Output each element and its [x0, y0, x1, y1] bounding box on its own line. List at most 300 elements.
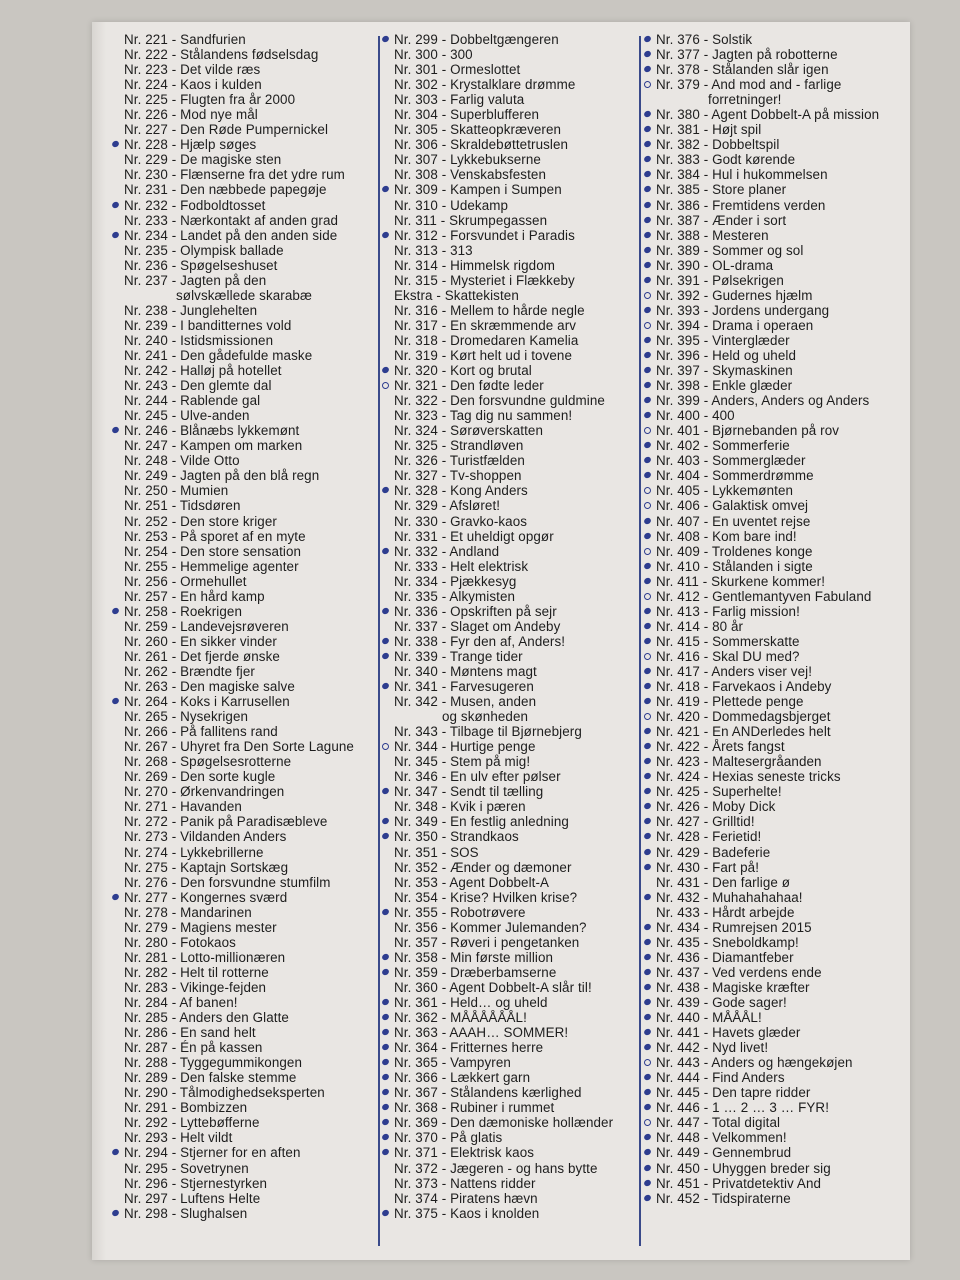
list-item — [642, 920, 906, 935]
issue-title: Nr. 417 - Anders viser vej! — [656, 663, 813, 679]
list-item — [642, 860, 906, 875]
pen-checkmark-icon — [381, 968, 390, 977]
list-item — [642, 649, 906, 664]
issue-title: Nr. 287 - Én på kassen — [124, 1040, 263, 1056]
list-item — [642, 814, 906, 829]
list-item — [380, 514, 640, 529]
issue-title: Nr. 366 - Lækkert garn — [394, 1070, 531, 1086]
pen-checkmark-icon — [643, 516, 652, 525]
issue-title: Nr. 374 - Piratens hævn — [394, 1190, 538, 1206]
issue-title: Nr. 279 - Magiens mester — [124, 919, 277, 935]
issue-title: Nr. 257 - En hård kamp — [124, 588, 265, 604]
issue-title: Nr. 352 - Ænder og dæmoner — [394, 859, 572, 875]
pen-checkmark-icon — [643, 396, 652, 405]
list-item — [110, 1085, 372, 1100]
pen-checkmark-icon — [643, 1178, 652, 1187]
list-item — [642, 1191, 906, 1206]
issue-title: Nr. 378 - Stålanden slår igen — [656, 62, 829, 78]
list-item — [380, 739, 640, 754]
issue-title: Nr. 377 - Jagten på robotterne — [656, 47, 838, 63]
issue-title: Nr. 413 - Farlig mission! — [656, 603, 800, 619]
issue-title: Nr. 236 - Spøgelseshuset — [124, 257, 278, 273]
list-item — [642, 1055, 906, 1070]
issue-title: Nr. 242 - Halløj på hotellet — [124, 363, 282, 379]
list-item — [110, 182, 372, 197]
list-item — [110, 739, 372, 754]
pen-checkmark-icon — [381, 1073, 390, 1082]
list-item — [110, 258, 372, 273]
list-item — [110, 1130, 372, 1145]
list-item — [642, 514, 906, 529]
issue-title: Nr. 364 - Fritternes herre — [394, 1040, 544, 1056]
issue-title: Nr. 438 - Magiske kræfter — [656, 979, 810, 995]
list-item — [380, 1070, 640, 1085]
list-item — [380, 829, 640, 844]
list-item — [642, 393, 906, 408]
issue-title: Nr. 304 - Superblufferen — [394, 107, 540, 123]
issue-title: Nr. 239 - I banditternes vold — [124, 317, 292, 333]
issue-title: Nr. 365 - Vampyren — [394, 1055, 511, 1071]
list-item — [110, 1010, 372, 1025]
pen-checkmark-icon — [381, 953, 390, 962]
issue-title: Nr. 251 - Tidsdøren — [124, 498, 241, 514]
issue-title: Nr. 447 - Total digital — [656, 1115, 781, 1131]
list-item — [110, 995, 372, 1010]
list-item — [110, 589, 372, 604]
list-item — [110, 514, 372, 529]
list-item — [380, 137, 640, 152]
list-item — [642, 950, 906, 965]
issue-title: Nr. 268 - Spøgelsesrotterne — [124, 754, 292, 770]
pen-checkmark-icon — [643, 321, 653, 331]
issue-title: Nr. 400 - 400 — [656, 408, 735, 424]
list-item — [380, 634, 640, 649]
pen-checkmark-icon — [643, 305, 652, 314]
issue-title: Nr. 398 - Enkle glæder — [656, 378, 793, 394]
list-item — [110, 1025, 372, 1040]
pen-checkmark-icon — [381, 546, 390, 555]
issue-title: Nr. 346 - En ulv efter pølser — [394, 769, 561, 785]
list-item — [110, 198, 372, 213]
list-item — [642, 438, 906, 453]
issue-title: Nr. 375 - Kaos i knolden — [394, 1205, 540, 1221]
pen-checkmark-icon — [643, 576, 652, 585]
issue-title: Nr. 303 - Farlig valuta — [394, 92, 525, 108]
issue-title: Nr. 369 - Den dæmoniske hollænder — [394, 1115, 614, 1131]
list-item — [642, 544, 906, 559]
list-item — [642, 799, 906, 814]
issue-title: Nr. 270 - Ørkenvandringen — [124, 784, 285, 800]
list-item — [380, 814, 640, 829]
issue-title: Nr. 451 - Privatdetektiv And — [656, 1175, 822, 1191]
pen-checkmark-icon — [111, 426, 120, 435]
issue-title: Nr. 381 - Højt spil — [656, 122, 762, 138]
issue-title: Nr. 300 - 300 — [394, 47, 473, 63]
issue-title: Nr. 247 - Kampen om marken — [124, 438, 303, 454]
issue-title: Nr. 310 - Udekamp — [394, 197, 509, 213]
pen-checkmark-icon — [381, 1088, 390, 1097]
list-item — [110, 243, 372, 258]
list-item — [380, 1176, 640, 1191]
list-item — [380, 32, 640, 47]
list-item — [642, 769, 906, 784]
list-item — [380, 213, 640, 228]
list-item — [642, 122, 906, 137]
issue-title: Nr. 350 - Strandkaos — [394, 829, 519, 845]
issue-title: Nr. 295 - Sovetrynen — [124, 1160, 249, 1176]
issue-title: Nr. 358 - Min første million — [394, 949, 554, 965]
issue-title: Nr. 391 - Pølsekrigen — [656, 272, 784, 288]
pen-checkmark-icon — [381, 381, 391, 391]
list-item — [642, 348, 906, 363]
list-item — [642, 167, 906, 182]
list-item — [642, 213, 906, 228]
column-divider — [639, 36, 641, 1246]
pen-checkmark-icon — [643, 712, 653, 722]
pen-checkmark-icon — [643, 486, 653, 496]
list-item — [642, 679, 906, 694]
issue-title: Nr. 264 - Koks i Karrusellen — [124, 694, 290, 710]
list-item — [110, 1191, 372, 1206]
list-item — [380, 1115, 640, 1130]
list-item — [380, 544, 640, 559]
list-item — [642, 724, 906, 739]
issue-title: Nr. 379 - And mod and - farlige — [656, 77, 842, 93]
issue-title: Nr. 446 - 1 … 2 … 3 … FYR! — [656, 1100, 830, 1116]
list-item — [642, 243, 906, 258]
list-item — [380, 378, 640, 393]
list-item — [642, 604, 906, 619]
list-item — [110, 890, 372, 905]
pen-checkmark-icon — [111, 697, 120, 706]
list-item — [380, 498, 640, 513]
pen-checkmark-icon — [381, 1013, 390, 1022]
issue-title: Nr. 333 - Helt elektrisk — [394, 558, 529, 574]
issue-title: Nr. 382 - Dobbeltspil — [656, 137, 780, 153]
issue-title: Nr. 323 - Tag dig nu sammen! — [394, 408, 573, 424]
issue-title: Nr. 418 - Farvekaos i Andeby — [656, 679, 832, 695]
issue-title: Nr. 261 - Det fjerde ønske — [124, 648, 280, 664]
list-item — [110, 77, 372, 92]
list-item — [642, 1085, 906, 1100]
issue-title: Nr. 256 - Ormehullet — [124, 573, 247, 589]
issue-title: Nr. 238 - Junglehelten — [124, 302, 258, 318]
list-item — [110, 784, 372, 799]
issue-title: Nr. 325 - Strandløven — [394, 438, 524, 454]
issue-title: Nr. 390 - OL-drama — [656, 257, 774, 273]
list-item — [110, 529, 372, 544]
list-item — [110, 604, 372, 619]
issue-title: Nr. 246 - Blånæbs lykkemønt — [124, 423, 300, 439]
list-item — [380, 408, 640, 423]
list-item — [642, 378, 906, 393]
list-item — [380, 47, 640, 62]
issue-title: Nr. 380 - Agent Dobbelt-A på mission — [656, 107, 880, 123]
list-item — [110, 664, 372, 679]
pen-checkmark-icon — [643, 1103, 652, 1112]
list-item — [110, 498, 372, 513]
list-item — [642, 935, 906, 950]
list-item — [642, 980, 906, 995]
issue-title: Nr. 412 - Gentlemantyven Fabuland — [656, 588, 872, 604]
pen-checkmark-icon — [643, 606, 652, 615]
list-item — [380, 875, 640, 890]
issue-title: Nr. 319 - Kørt helt ud i tovene — [394, 347, 573, 363]
list-item — [110, 724, 372, 739]
issue-title: Nr. 312 - Forsvundet i Paradis — [394, 227, 575, 243]
issue-title: Nr. 322 - Den forsvundne guldmine — [394, 393, 605, 409]
issue-title: Nr. 235 - Olympisk ballade — [124, 242, 284, 258]
list-item — [380, 679, 640, 694]
issue-title: Nr. 436 - Diamantfeber — [656, 949, 794, 965]
pen-checkmark-icon — [643, 140, 652, 149]
pen-checkmark-icon — [381, 1118, 390, 1127]
issue-title: Nr. 371 - Elektrisk kaos — [394, 1145, 535, 1161]
list-item — [110, 905, 372, 920]
list-item — [380, 995, 640, 1010]
pen-checkmark-icon — [643, 155, 652, 164]
list-item — [380, 619, 640, 634]
list-item — [642, 228, 906, 243]
list-item — [642, 965, 906, 980]
list-item — [110, 559, 372, 574]
list-item — [642, 152, 906, 167]
issue-title: Nr. 345 - Stem på mig! — [394, 754, 531, 770]
pen-checkmark-icon — [381, 1043, 390, 1052]
pen-checkmark-icon — [381, 907, 390, 916]
list-item — [380, 694, 640, 709]
pen-checkmark-icon — [643, 1148, 652, 1157]
list-item — [380, 769, 640, 784]
list-item — [110, 468, 372, 483]
issue-title: Nr. 278 - Mandarinen — [124, 904, 252, 920]
list-item — [110, 273, 372, 288]
issue-title: Nr. 237 - Jagten på den — [124, 272, 267, 288]
pen-checkmark-icon — [643, 381, 652, 390]
list-item — [642, 829, 906, 844]
issue-title: Nr. 385 - Store planer — [656, 182, 787, 198]
pen-checkmark-icon — [111, 1148, 120, 1157]
list-item — [110, 709, 372, 724]
issue-title: Nr. 229 - De magiske sten — [124, 152, 282, 168]
list-item-continuation — [642, 92, 906, 107]
list-item — [110, 32, 372, 47]
list-item — [110, 438, 372, 453]
issue-title: Nr. 439 - Gode sager! — [656, 995, 787, 1010]
pen-checkmark-icon — [643, 1058, 653, 1068]
issue-title: Nr. 313 - 313 — [394, 242, 473, 258]
list-item — [110, 950, 372, 965]
pen-checkmark-icon — [643, 1193, 652, 1202]
issue-title: Nr. 318 - Dromedaren Kamelia — [394, 332, 579, 348]
list-item — [110, 829, 372, 844]
issue-title: Nr. 249 - Jagten på den blå regn — [124, 468, 320, 484]
list-item — [110, 649, 372, 664]
list-item — [110, 754, 372, 769]
issue-title: Nr. 234 - Landet på den anden side — [124, 227, 338, 243]
issue-title: Nr. 416 - Skal DU med? — [656, 648, 800, 664]
issue-title: Nr. 228 - Hjælp søges — [124, 137, 257, 153]
issue-title: Nr. 404 - Sommerdrømme — [656, 468, 814, 484]
pen-checkmark-icon — [381, 682, 390, 691]
list-item — [380, 167, 640, 182]
list-item — [110, 363, 372, 378]
issue-title: Nr. 370 - På glatis — [394, 1130, 503, 1146]
list-item — [110, 213, 372, 228]
issue-title: Nr. 222 - Stålandens fødselsdag — [124, 47, 319, 63]
pen-checkmark-icon — [381, 787, 390, 796]
list-item — [642, 182, 906, 197]
pen-checkmark-icon — [643, 998, 652, 1007]
issue-title: Nr. 226 - Mod nye mål — [124, 107, 258, 123]
list-item — [110, 303, 372, 318]
pen-checkmark-icon — [643, 937, 652, 946]
issue-title: Nr. 231 - Den næbbede papegøje — [124, 182, 327, 198]
pen-checkmark-icon — [643, 637, 652, 646]
issue-title: Nr. 329 - Afsløret! — [394, 498, 501, 514]
list-item — [642, 47, 906, 62]
list-item — [380, 453, 640, 468]
list-item — [642, 1025, 906, 1040]
issue-title: Nr. 258 - Roekrigen — [124, 603, 243, 619]
issue-title: Nr. 335 - Alkymisten — [394, 588, 516, 604]
issue-title: Nr. 437 - Ved verdens ende — [656, 964, 822, 980]
issue-title: Nr. 305 - Skatteopkræveren — [394, 122, 562, 138]
pen-checkmark-icon — [643, 35, 652, 44]
pen-checkmark-icon — [643, 832, 652, 841]
issue-title: Nr. 387 - Ænder i sort — [656, 212, 787, 228]
list-item — [110, 920, 372, 935]
issue-title: Nr. 339 - Trange tider — [394, 648, 523, 664]
pen-checkmark-icon — [381, 742, 391, 752]
issue-title: Nr. 307 - Lykkebukserne — [394, 152, 541, 168]
issue-title: Nr. 394 - Drama i operaen — [656, 317, 814, 333]
issue-title: Nr. 273 - Vildanden Anders — [124, 829, 287, 845]
issue-title: Nr. 342 - Musen, anden — [394, 694, 537, 710]
list-item — [380, 754, 640, 769]
issue-title: Nr. 336 - Opskriften på sejr — [394, 603, 557, 619]
list-item — [110, 47, 372, 62]
list-item — [642, 875, 906, 890]
list-item — [642, 137, 906, 152]
checklist-sheet — [92, 22, 910, 1260]
pen-checkmark-icon — [643, 351, 652, 360]
list-item — [642, 32, 906, 47]
issue-title: Nr. 252 - Den store kriger — [124, 513, 277, 529]
issue-title: Nr. 393 - Jordens undergang — [656, 302, 830, 318]
list-item — [642, 408, 906, 423]
list-item — [380, 860, 640, 875]
list-item — [380, 152, 640, 167]
pen-checkmark-icon — [643, 652, 653, 662]
pen-checkmark-icon — [111, 1208, 120, 1217]
list-item — [110, 965, 372, 980]
pen-checkmark-icon — [643, 667, 652, 676]
list-item — [380, 1130, 640, 1145]
issue-title: Nr. 331 - Et uheldigt opgør — [394, 528, 554, 544]
pen-checkmark-icon — [643, 291, 653, 301]
list-item — [380, 1161, 640, 1176]
issue-title: Nr. 368 - Rubiner i rummet — [394, 1100, 555, 1116]
list-item-continuation — [380, 709, 640, 724]
list-item — [380, 1085, 640, 1100]
issue-title: Nr. 232 - Fodboldtosset — [124, 197, 266, 213]
pen-checkmark-icon — [643, 561, 652, 570]
issue-title: Nr. 435 - Sneboldkamp! — [656, 934, 799, 950]
pen-checkmark-icon — [643, 892, 652, 901]
issue-title: Nr. 351 - SOS — [394, 844, 479, 860]
issue-title: Nr. 276 - Den forsvundne stumfilm — [124, 874, 331, 890]
issue-title: Nr. 406 - Galaktisk omvej — [656, 498, 809, 514]
list-item — [642, 1176, 906, 1191]
pen-checkmark-icon — [643, 110, 652, 119]
list-item — [380, 950, 640, 965]
issue-title: Nr. 397 - Skymaskinen — [656, 363, 793, 379]
list-item — [642, 890, 906, 905]
list-item — [642, 1100, 906, 1115]
list-item — [380, 935, 640, 950]
list-item — [642, 634, 906, 649]
list-item — [380, 890, 640, 905]
issue-title: Nr. 330 - Gravko-kaos — [394, 513, 528, 529]
list-item — [642, 754, 906, 769]
pen-checkmark-icon — [111, 892, 120, 901]
issue-title: Nr. 253 - På sporet af en myte — [124, 528, 306, 544]
issue-title: Nr. 373 - Nattens ridder — [394, 1175, 536, 1191]
pen-checkmark-icon — [643, 426, 653, 436]
list-item — [110, 348, 372, 363]
list-item — [380, 1040, 640, 1055]
list-item — [110, 1115, 372, 1130]
issue-title: Nr. 263 - Den magiske salve — [124, 679, 295, 695]
issue-title: Nr. 427 - Grilltid! — [656, 814, 755, 830]
list-item — [642, 363, 906, 378]
pen-checkmark-icon — [643, 501, 653, 511]
issue-title: Nr. 317 - En skræmmende arv — [394, 317, 577, 333]
issue-title: Nr. 429 - Badeferie — [656, 844, 771, 860]
list-item — [380, 303, 640, 318]
issue-title: Nr. 367 - Stålandens kærlighed — [394, 1085, 582, 1101]
issue-title: Nr. 411 - Skurkene kommer! — [656, 573, 826, 589]
list-item — [380, 1055, 640, 1070]
pen-checkmark-icon — [111, 200, 120, 209]
issue-title: Nr. 360 - Agent Dobbelt-A slår til! — [394, 979, 592, 995]
issue-title: Nr. 265 - Nysekrigen — [124, 709, 249, 725]
pen-checkmark-icon — [643, 1163, 652, 1172]
list-item-continuation — [110, 288, 372, 303]
list-item — [110, 453, 372, 468]
issue-title: Nr. 426 - Moby Dick — [656, 799, 776, 815]
issue-title: Nr. 419 - Plettede penge — [656, 694, 804, 710]
issue-title: Nr. 392 - Gudernes hjælm — [656, 287, 813, 303]
pen-checkmark-icon — [643, 591, 653, 601]
issue-title: Nr. 332 - Andland — [394, 543, 500, 559]
list-item — [110, 1055, 372, 1070]
list-item — [110, 1100, 372, 1115]
list-item — [110, 122, 372, 137]
list-item — [380, 1025, 640, 1040]
pen-checkmark-icon — [643, 336, 652, 345]
list-item — [110, 1161, 372, 1176]
pen-checkmark-icon — [643, 727, 652, 736]
list-item — [380, 228, 640, 243]
issue-title: Nr. 341 - Farvesugeren — [394, 679, 534, 695]
issue-title: sølvskællede skarabæ — [176, 287, 312, 303]
list-item — [642, 1010, 906, 1025]
list-item — [642, 107, 906, 122]
issue-title: Nr. 383 - Godt kørende — [656, 152, 796, 168]
issue-title: Nr. 450 - Uhyggen breder sig — [656, 1160, 831, 1176]
